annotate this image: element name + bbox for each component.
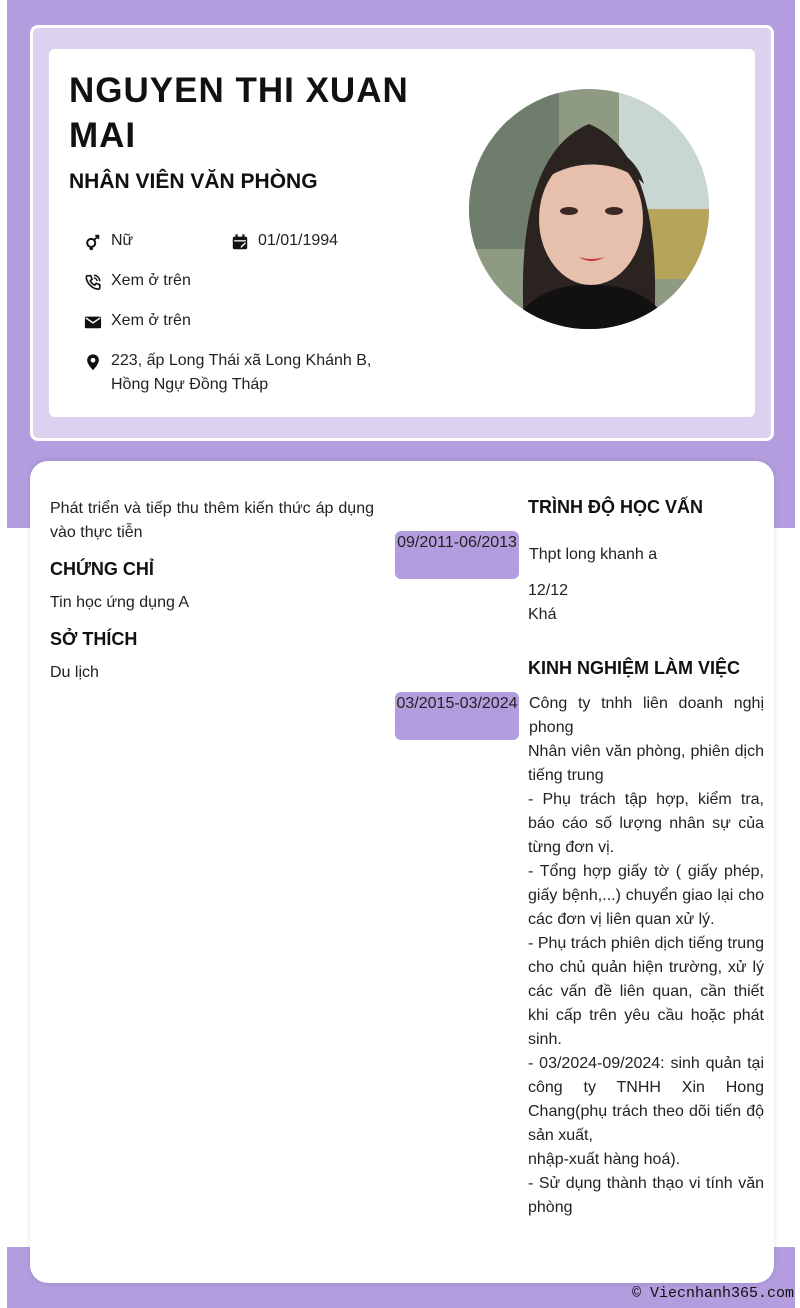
experience-period-badge: 03/2015-03/2024 [395, 692, 519, 740]
email-icon [83, 312, 103, 332]
email-value: Xem ở trên [111, 312, 191, 329]
education-heading: TRÌNH ĐỘ HỌC VẤN [528, 497, 703, 517]
experience-duty: - Tổng hợp giấy tờ ( giấy phép, giấy bệnh,...) chuyển giao lại cho các đơn vị liên quan xử lý. [528, 863, 764, 928]
birth-date-row [230, 229, 338, 253]
certificate-item: Tin học ứng dụng A [50, 594, 190, 611]
certificates-heading: CHỨNG CHỈ [50, 559, 154, 579]
education-period-badge: 09/2011-06/2013 [395, 531, 519, 579]
address-row [83, 349, 383, 397]
experience-position: Nhân viên văn phòng, phiên dịch tiếng trung [528, 743, 764, 784]
profile-photo [469, 89, 709, 329]
gender-row [83, 229, 133, 253]
education-rank: Khá [528, 606, 557, 623]
hobbies-heading: SỞ THÍCH [50, 629, 138, 649]
job-title: NHÂN VIÊN VĂN PHÒNG [69, 170, 318, 193]
phone-row [83, 269, 191, 293]
career-objective: Phát triển và tiếp thu thêm kiến thức áp dụng vào thực tiễn [50, 500, 374, 541]
gender-icon [83, 232, 103, 252]
education-school: Thpt long khanh a [529, 546, 658, 563]
location-pin-icon [83, 352, 103, 372]
candidate-name: NGUYEN THI XUAN MAI [69, 71, 409, 155]
address-value: 223, ấp Long Thái xã Long Khánh B, Hồng Ngự Đồng Tháp [111, 352, 372, 393]
phone-value: Xem ở trên [111, 272, 191, 289]
birth-date-value: 01/01/1994 [258, 232, 339, 249]
experience-duty: - Phụ trách phiên dịch tiếng trung cho chủ quản hiện trường, xử lý các vấn đề liên quan, cần thiết khi cấp trên yêu cầu hoặc phát sinh. [528, 935, 764, 1048]
experience-duty: - Sử dụng thành thạo vi tính văn phòng [528, 1175, 764, 1216]
education-grade: 12/12 [528, 582, 569, 599]
hobby-item: Du lịch [50, 664, 99, 681]
experience-company: Công ty tnhh liên doanh nghị phong [529, 695, 764, 736]
experience-duty: - 03/2024-09/2024: sinh quản tại công ty TNHH Xin Hong Chang(phụ trách theo dõi tiến độ sản xuất, [528, 1055, 764, 1144]
site-watermark: © Viecnhanh365.com [631, 1285, 794, 1302]
gender-value: Nữ [111, 232, 134, 249]
phone-icon [83, 272, 103, 292]
experience-heading: KINH NGHIỆM LÀM VIỆC [528, 658, 741, 678]
calendar-icon [230, 232, 250, 252]
experience-duty: nhập-xuất hàng hoá). [528, 1151, 681, 1168]
email-row [83, 309, 191, 333]
experience-duty: - Phụ trách tập hợp, kiểm tra, báo cáo số lượng nhân sự của từng đơn vị. [528, 791, 764, 856]
